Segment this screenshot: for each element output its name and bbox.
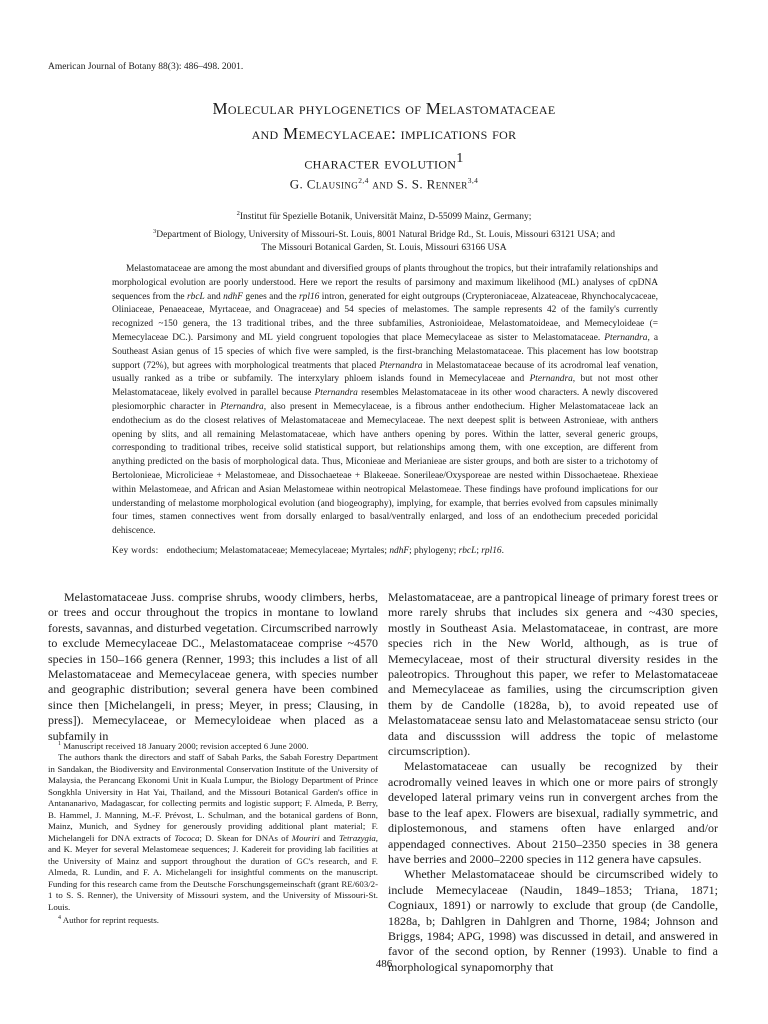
footnote-mark: 4 <box>58 915 61 922</box>
abstract-text: but not most other Melastomataceae, likely evolved in parallel because <box>112 374 658 399</box>
abstract <box>112 263 658 539</box>
abstract-gene-name: ndhF <box>223 291 243 302</box>
footnote-text: ; D. Skean for DNAs of <box>199 832 292 843</box>
keyword-gene: rbcL <box>458 546 477 556</box>
footnote-genus: Tococa <box>174 832 200 843</box>
abstract-genus-name: Pternandra, <box>220 401 267 412</box>
keywords <box>112 546 658 556</box>
footnote-mark: 1 <box>58 741 61 747</box>
title-line-3-text: character evolution <box>304 153 457 173</box>
footnote-text: and <box>319 832 339 843</box>
abstract-text: genes and the <box>242 291 300 302</box>
author-conjunction: and <box>368 176 397 192</box>
author-1: G. Clausing <box>289 176 359 192</box>
affiliation-2 <box>60 207 708 225</box>
body-column-right <box>388 590 718 975</box>
affiliation-2-text: Institut für Spezielle Botanik, Universität Mainz, D-55099 Mainz, Germany; <box>239 212 532 223</box>
abstract-text: and <box>204 291 224 302</box>
body-paragraph: Melastomataceae, are a pantropical lineage of primary forest trees or more rarely shrubs that includes six genera and ~430 species, mostly in Southeast Asia. Melastomataceae, in contrast, are more species rich in the New World, although, as is true of Memecylaceae, most of their structural diversity resides in the paleotropics. Throughout this paper, we refer to Melastomataceae and Memecylaceae as families, using the circumscription given them by de Candolle (1828a, b), to avoid repeated use of Melastomataceae sensu lato and Melastomataceae sensu stricto (our data and discusssion will address the topic of melastome circumscription). <box>388 590 718 759</box>
affiliation-3-line-2: The Missouri Botanical Garden, St. Louis, Missouri 63166 USA <box>261 243 507 254</box>
body-column-left <box>48 590 378 744</box>
keyword-gene: ndhF <box>389 546 410 556</box>
author-1-sup: 2,4 <box>358 176 369 185</box>
keywords-text: ; <box>476 546 482 556</box>
footnote-acknowledgments <box>48 752 378 913</box>
abstract-text: in Melastomataceae because of its acrodromal leaf venation, usually ranked as a tribe or subfamily. The interxylary phloem islands found in Memecylaceae and <box>112 360 658 385</box>
footnote-text: The authors thank the directors and staff of Sabah Parks, the Sabah Forestry Department in Sandakan, the Biodiversity and Environmental Conservation Institute of the University of Malaysia, the Perancang Ekonomi Unit in Kuala Lumpur, the Biology Department of Prince Songkhla University in Hat Yai, Thailand, and the Missouri Botanical Garden's office in Antananarivo, Madagascar, for collecting permits and logistic support; F. Almeda, P. Berry, B. Hammel, J. Manning, M.-F. Prévost, L. Schulman, and the botanical gardens of Bonn, Mainz, Munich, and Sydney for generously providing additional plant material; F. Michelangeli for DNA extracts of <box>48 752 378 843</box>
abstract-genus-name: Pternandra, <box>529 374 576 385</box>
abstract-genus-name: Pternandra <box>314 388 358 399</box>
title-line-2: and Memecylaceae: implications for <box>251 124 517 143</box>
title-line-3 <box>60 146 708 176</box>
keywords-label: Key words: <box>112 546 159 556</box>
footnote-text: Author for reprint requests. <box>62 915 159 926</box>
keywords-text: ; phylogeny; <box>409 546 459 556</box>
footnote-genus: Mouriri <box>291 832 320 843</box>
page-number: 486 <box>375 958 393 970</box>
abstract-text: a Southeast Asian genus of 15 species of which five were sampled, is the first-branching Melastomataceae. This placement has low bootstrap support (72%), but agrees with morphological treatments that placed <box>112 332 658 371</box>
keyword-gene: rpl16 <box>481 546 502 556</box>
body-paragraph: Melastomataceae Juss. comprise shrubs, woody climbers, herbs, or trees and occur throughout the tropics in montane to lowland forests, savannas, and disturbed vegetation. Circumscribed narrowly to exclude Memecylaceae DC., Melastomataceae comprise ~4570 species in 150–166 genera (Renner, 1993; this includes a list of all Melastomataceae and Memecylaceae genera, with species number and geographic distribution; several genera have been combined since then [Michelangeli, in press; Meyer, in press; Clausing, in press]). Memecylaceae, or Memecyloideae when placed as a subfamily in <box>48 590 378 743</box>
footnotes <box>48 739 378 927</box>
body-paragraph: Whether Melastomataceae should be circumscribed widely to include Memecylaceae (Naudin, 1849–1853; Triana, 1871; Cogniaux, 1891) or narrowly to exclude that group (de Candolle, 1828a, b; Dahlgren in Dahlgren and Thorne, 1984; Johnson and Briggs, 1984; APG, 1998) was discussed in detail, and answered in favor of the second option, by Renner (1993). Unable to find a morphological synapomorphy that <box>388 867 718 974</box>
footnote-manuscript <box>48 739 378 752</box>
footnote-genus: Tetrazygia, <box>338 832 378 843</box>
abstract-text: Melastomataceae are among the most abundant and diversified groups of plants throughout the tropics, but their intrafamily relationships and morphological evolution are poorly understood. Here we report the results of parsimony and maximum likelihood (ML) analyses of cpDNA sequences from the <box>112 264 658 302</box>
author-2: S. S. Renner <box>396 176 468 192</box>
footnote-text: and K. Meyer for several Melastomeae sequences; J. Kadereit for providing lab facilities at the University of Mainz and support throughout the duration of GC's research, and F. Almeda, R. Lundin, and F. A. Michelangeli for insightful comments on the manuscript. Funding for this research came from the Deutsche Forschungsgemeinschaft (grant RE/603/2-1 to S. S. Renner), the University of Missouri system, and the University of Missouri-St. Louis. <box>48 844 378 912</box>
keywords-text: . <box>501 546 504 556</box>
affiliations <box>60 207 708 256</box>
footnote-reprints <box>48 913 378 926</box>
title-line-1: Molecular phylogenetics of Melastomataceae <box>212 99 556 118</box>
article-title <box>60 96 708 176</box>
journal-citation: American Journal of Botany 88(3): 486–498. 2001. <box>48 62 244 72</box>
body-paragraph: Melastomataceae can usually be recognized by their acrodromally veined leaves in which one or more pairs of strongly developed lateral primary veins run in convergent arches from the base to the leaf apex. Flowers are bisexual, radially symmetric, and diplostemonous, and stamens often have enlarged and/or appendaged connectives. About 2150–2350 species in 38 genera have berries and 2000–2200 species in 112 genera have capsules. <box>388 759 718 866</box>
affiliation-2-sup: 2 <box>236 210 240 217</box>
author-2-sup: 3,4 <box>467 176 479 185</box>
author-line <box>60 176 708 192</box>
abstract-gene-name: rbcL <box>187 291 205 302</box>
title-footnote-mark: 1 <box>456 150 464 166</box>
abstract-text: intron, generated for eight outgroups (Crypteroniaceae, Alzateaceae, Rhynchocalycaceae, Oliniaceae, Penaeaceae, Myrtaceae, and Onagraceae) and 54 species of melastomes. The sample represents 42 of the family's currently recognized ~150 genera, the 13 traditional tribes, and the three subfamilies, Astronioideae, Melastomatoideae, and Memecyloideae (= Memecylaceae DC.). Parsimony and ML yield congruent topologies that place Memecylaceae as sister to Melastomataceae. <box>112 291 658 343</box>
abstract-text: also present in Memecylaceae, is a fibrous anther endothecium. Higher Melastomataceae lack an endothecium as do the closest relatives of Melastomataceae and Memecylaceae. The next deepest split is between Astronieae, with anthers opening by slits, and all remaining Melastomataceae, which have anthers opening by pores. Within the latter, several generic groups, corresponding to traditional tribes, receive solid statistical support, but relationships among them, with one exception, are different from anything predicted on the basis of morphological data. Thus, Miconieae and Merianieae are sister groups, and both are sister to a trichotomy of Bertolonieae, Microlicieae + Melastomeae, and Dissochaeteae + Blakeeae. Sonerileae/Oxysporeae are nested within Dissochaeteae. Rhexieae within Melastomeae, and African and Asian Melastomeae within neotropical Melastomeae. These findings have profound implications for our understanding of melastome morphological evolution (and biogeography), implying, for example, that berries evolved from capsules minimally four times, stamen connectives went from dorsally enlarged to basal/ventrally enlarged, and loss of an endothecium preceded poricidal dehiscence. <box>112 401 658 537</box>
abstract-text: resembles Melastomataceae in its other wood characters. A newly discovered plesiomorphic character in <box>112 388 658 412</box>
affiliation-3-sup: 3 <box>152 227 157 235</box>
affiliation-3-text-1: Department of Biology, University of Missouri-St. Louis, 8001 Natural Bridge Rd., St. Louis, Missouri 63121 USA; and <box>156 229 616 240</box>
abstract-genus-name: Pternandra <box>379 360 423 371</box>
abstract-genus-name: Pternandra, <box>604 332 650 343</box>
affiliation-3 <box>60 225 708 243</box>
footnote-text: Manuscript received 18 January 2000; revision accepted 6 June 2000. <box>63 740 309 751</box>
abstract-gene-name: rpl16 <box>299 291 320 302</box>
keywords-text: endothecium; Melastomataceae; Memecylaceae; Myrtales; <box>166 546 390 556</box>
